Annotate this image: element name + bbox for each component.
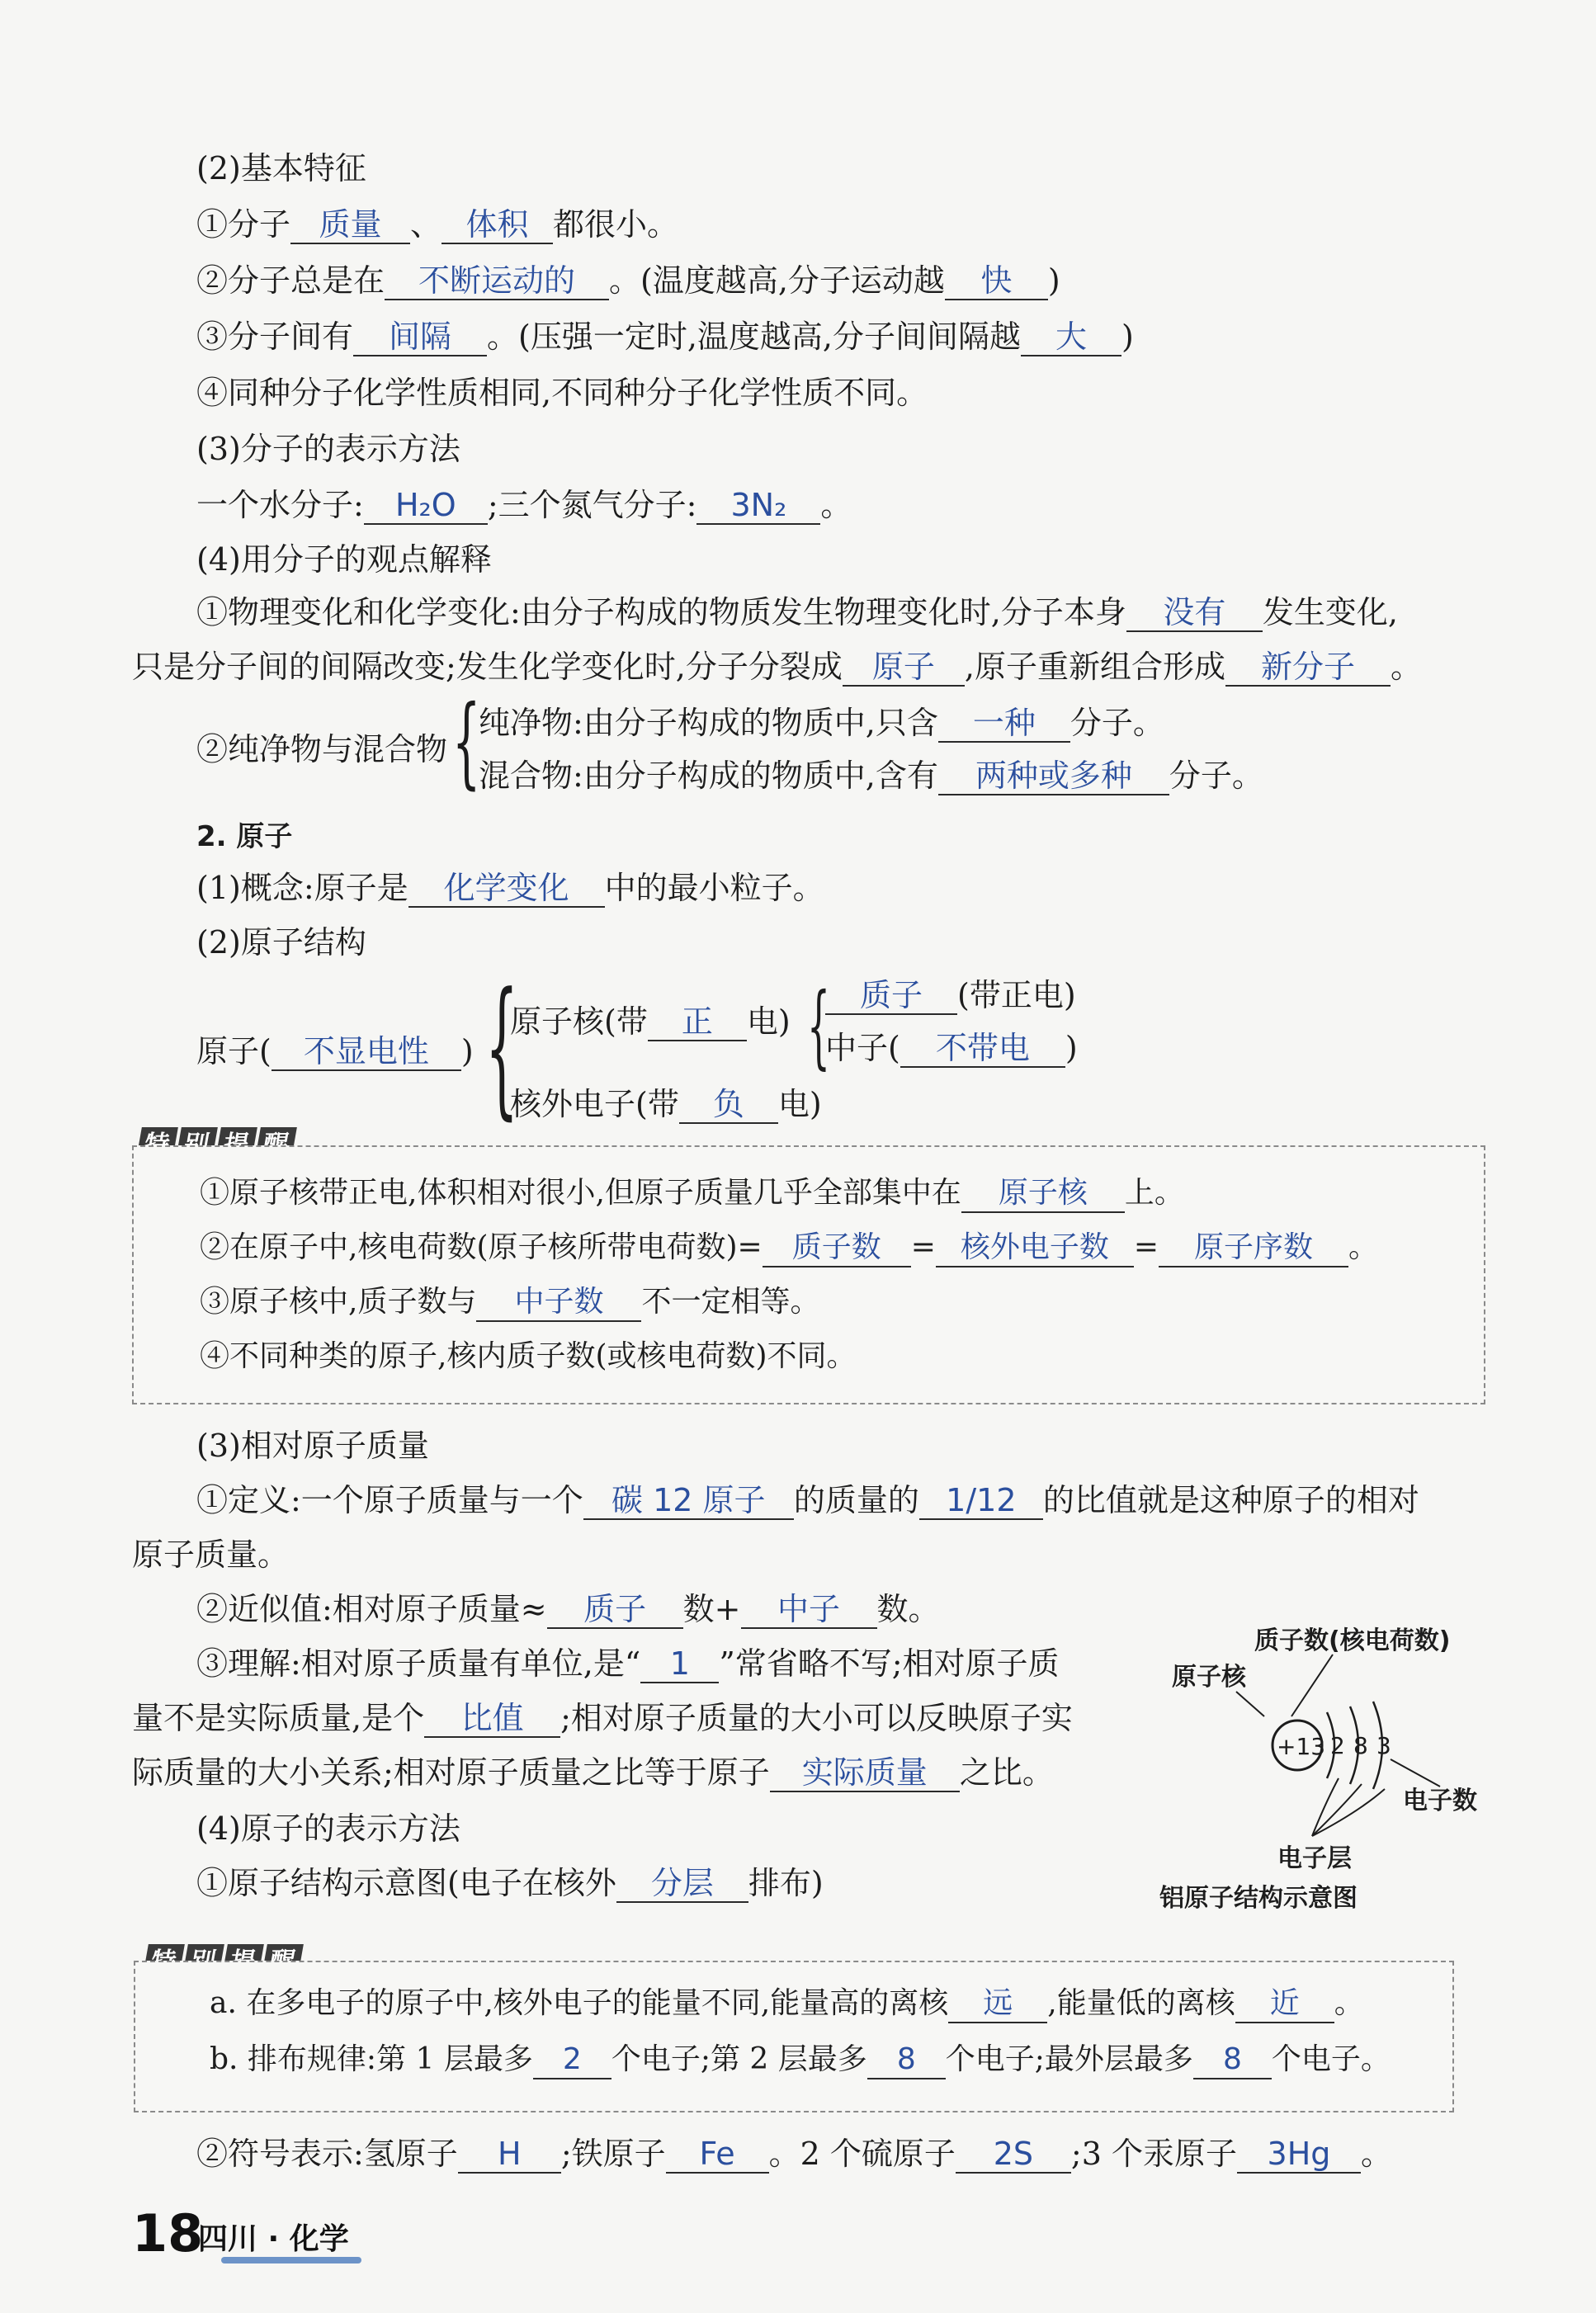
answer-blank: 近 [1235, 1985, 1334, 2023]
mass-def-line-1: ①定义:一个原子质量与一个 碳 12 原子 的质量的 1/12 的比值就是这种原子的相对 [196, 1482, 1419, 1518]
answer-blank: H₂O [364, 487, 488, 525]
answer-blank: 碳 12 原子 [583, 1482, 794, 1520]
answer-blank: 3N₂ [696, 487, 820, 525]
mass-approx-line: ②近似值:相对原子质量≈ 质子 数+ 中子 数。 [196, 1591, 940, 1627]
pointer-line [1236, 1692, 1264, 1716]
features-title: (2)基本特征 [196, 150, 366, 186]
diagram-label-nucleus: 原子核 [1172, 1663, 1246, 1692]
answer-blank: 体积 [441, 206, 553, 244]
answer-blank: 质子 [825, 977, 957, 1015]
tip1-line-3: ③原子核中,质子数与 中子数 不一定相等。 [200, 1282, 819, 1322]
pure-mixture-label: ②纯净物与混合物 [196, 731, 448, 767]
symbols-line: ②符号表示:氢原子 H ;铁原子 Fe 。2 个硫原子 2S ;3 个汞原子 3Hg 。 [196, 2136, 1392, 2172]
answer-blank: 不显电性 [272, 1033, 461, 1071]
answer-blank: 1/12 [919, 1482, 1043, 1520]
tip-box-2 [134, 1961, 1454, 2112]
answer-blank: 两种或多种 [938, 758, 1169, 795]
answer-blank: H [458, 2136, 561, 2174]
atom-structure-title: (2)原子结构 [196, 924, 366, 961]
answer-blank: 2 [533, 2042, 611, 2079]
proton-line: 质子 (带正电) [825, 975, 1076, 1015]
answer-blank: 8 [867, 2042, 946, 2079]
pointer-line [1312, 1784, 1362, 1836]
nucleus-charge: +13 [1277, 1733, 1326, 1760]
mixture-line: 混合物:由分子构成的物质中,含有 两种或多种 分子。 [479, 758, 1263, 794]
pure-substance-line: 纯净物:由分子构成的物质中,只含 一种 分子。 [479, 705, 1164, 741]
brace: { [807, 973, 830, 1079]
atom-repr-line: ①原子结构示意图(电子在核外 分层 排布) [196, 1865, 824, 1901]
shell-value: 2 [1330, 1732, 1345, 1759]
diagram-caption: 铝原子结构示意图 [1159, 1884, 1358, 1913]
answer-blank: 中子数 [476, 1284, 641, 1322]
answer-blank: 不带电 [900, 1030, 1065, 1068]
shell-value: 8 [1353, 1732, 1368, 1759]
tip1-line-2: ②在原子中,核电荷数(原子核所带电荷数)= 质子数 = 核外电子数 = 原子序数 。 [200, 1228, 1378, 1267]
page-number: 18 [132, 2203, 204, 2263]
tip1-line-1: ①原子核带正电,体积相对很小,但原子质量几乎全部集中在 原子核 上。 [200, 1173, 1184, 1213]
brace: { [452, 685, 481, 800]
answer-blank: 远 [948, 1985, 1047, 2023]
answer-blank: 质子数 [763, 1230, 911, 1267]
tip2-line-a: a. 在多电子的原子中,核外电子的能量不同,能量高的离核 远 ,能量低的离核 近 。 [210, 1984, 1364, 2023]
footer-title: 四川 · 化学 [198, 2222, 349, 2256]
atom-repr-title: (4)原子的表示方法 [196, 1810, 460, 1847]
feature-line-2: ②分子总是在 不断运动的 。(温度越高,分子运动越 快 ) [196, 262, 1060, 299]
electron-line: 核外电子(带 负 电) [510, 1086, 822, 1122]
aluminum-atom-diagram [1155, 1617, 1502, 1914]
answer-blank: 质子 [547, 1591, 683, 1629]
mass-understand-line-3: 际质量的大小关系;相对原子质量之比等于原子 实际质量 之比。 [132, 1754, 1054, 1791]
mass-def-line-2: 原子质量。 [132, 1536, 290, 1573]
pointer-line [1391, 1759, 1440, 1787]
molecule-repr-title: (3)分子的表示方法 [196, 431, 460, 467]
mass-understand-line-1: ③理解:相对原子质量有单位,是“ 1 ”常省略不写;相对原子质 [196, 1645, 1060, 1682]
answer-blank: 新分子 [1225, 649, 1391, 687]
answer-blank: 比值 [424, 1700, 560, 1738]
answer-blank: 中子 [741, 1591, 877, 1629]
answer-blank: 实际质量 [770, 1754, 960, 1792]
mass-title: (3)相对原子质量 [196, 1428, 429, 1464]
answer-blank: 不断运动的 [385, 262, 609, 300]
answer-blank: 8 [1193, 2042, 1272, 2079]
answer-blank: 负 [679, 1086, 778, 1124]
explain-title: (4)用分子的观点解释 [196, 541, 492, 578]
answer-blank: 大 [1021, 319, 1121, 356]
answer-blank: Fe [666, 2136, 769, 2174]
answer-blank: 原子核 [961, 1175, 1125, 1213]
explain-line-2: 只是分子间的间隔改变;发生化学变化时,分子分裂成 原子 ,原子重新组合形成 新分子 。 [132, 649, 1422, 685]
diagram-label-shell: 电子层 [1277, 1844, 1352, 1873]
tip2-line-b: b. 排布规律:第 1 层最多 2 个电子;第 2 层最多 8 个电子;最外层最多 8 个电子。 [210, 2040, 1391, 2079]
answer-blank: 2S [956, 2136, 1071, 2174]
neutron-line: 中子( 不带电 ) [825, 1030, 1078, 1066]
shell-value: 3 [1376, 1732, 1391, 1759]
answer-blank: 1 [640, 1645, 719, 1683]
pointer-line [1312, 1789, 1385, 1836]
answer-blank: 一种 [938, 705, 1070, 743]
answer-blank: 3Hg [1237, 2136, 1361, 2174]
answer-blank: 分层 [616, 1865, 748, 1903]
answer-blank: 间隔 [353, 319, 487, 356]
answer-blank: 核外电子数 [936, 1230, 1134, 1267]
answer-blank: 化学变化 [408, 870, 605, 908]
answer-blank: 原子 [843, 649, 965, 687]
answer-blank: 质量 [290, 206, 410, 244]
tip-box-1 [132, 1145, 1485, 1404]
feature-line-1: ①分子 质量 、 体积 都很小。 [196, 206, 679, 243]
tip1-line-4: ④不同种类的原子,核内质子数(或核电荷数)不同。 [200, 1339, 857, 1373]
feature-line-4: ④同种分子化学性质相同,不同种分子化学性质不同。 [196, 375, 928, 411]
nucleus-line: 原子核(带 正 电) [510, 1003, 791, 1040]
footer-accent-bar [221, 2257, 361, 2263]
answer-blank: 没有 [1126, 594, 1263, 632]
mass-understand-line-2: 量不是实际质量,是个 比值 ;相对原子质量的大小可以反映原子实 [132, 1700, 1073, 1736]
diagram-label-proton: 质子数(核电荷数) [1254, 1626, 1451, 1655]
answer-blank: 正 [648, 1003, 747, 1041]
diagram-label-electron-count: 电子数 [1403, 1787, 1477, 1815]
molecule-repr-line: 一个水分子: H₂O ;三个氮气分子: 3N₂ 。 [196, 487, 852, 523]
pointer-line [1291, 1655, 1333, 1716]
pointer-line [1312, 1778, 1339, 1836]
explain-line-1: ①物理变化和化学变化:由分子构成的物质发生物理变化时,分子本身 没有 发生变化, [196, 594, 1398, 630]
answer-blank: 快 [945, 262, 1048, 300]
atom-concept-line: (1)概念:原子是 化学变化 中的最小粒子。 [196, 870, 824, 906]
atom-root: 原子( 不显电性 ) [196, 1033, 474, 1069]
brace: { [485, 961, 519, 1134]
feature-line-3: ③分子间有 间隔 。(压强一定时,温度越高,分子间间隔越 大 ) [196, 319, 1134, 355]
atom-heading: 2. 原子 [196, 820, 293, 853]
answer-blank: 原子序数 [1159, 1230, 1348, 1267]
